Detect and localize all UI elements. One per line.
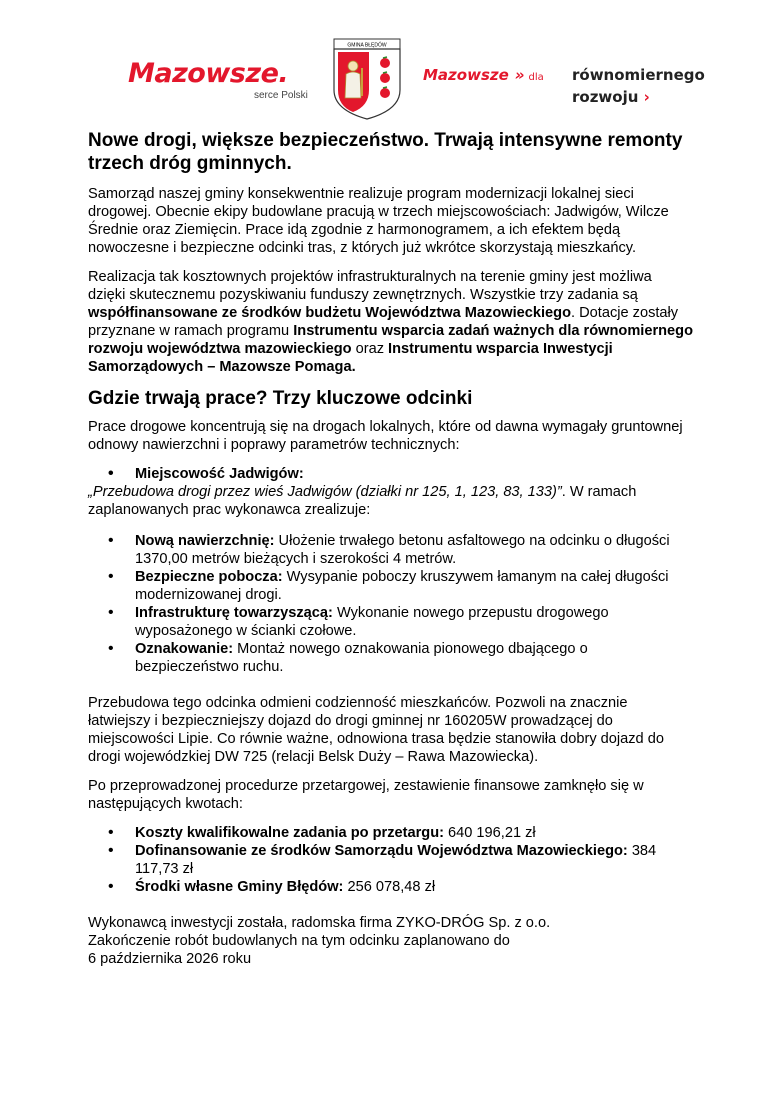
program-logo	[423, 66, 544, 84]
paragraph-impact: Przebudowa tego odcinka odmieni codzienność mieszkańców. Pozwoli na znacznie łatwiejszy i bezpieczniejszy dojazd do drogi gminnej nr 160205W prowadzącej do miejscowości Lipie. Co równie ważne, odnowiona trasa będzie stanowiła dobry dojazd do drogi wojewódzkiej DW 725 (relacji Belsk Duży – Rawa Mazowiecka).	[88, 695, 664, 765]
location-item: • Miejscowość Jadwigów:	[88, 465, 693, 483]
completion-line: Zakończenie robót budowlanych na tym odcinku zaplanowano do	[88, 933, 510, 949]
finance-label: Koszty kwalifikowalne zadania po przetargu:	[135, 825, 444, 841]
program-dla: dla	[528, 72, 544, 83]
section-heading: Gdzie trwają prace? Trzy kluczowe odcinki	[88, 388, 473, 409]
work-label: Oznakowanie:	[135, 641, 234, 657]
work-label: Bezpieczne pobocza:	[135, 569, 283, 585]
list-item	[88, 640, 693, 676]
program-wordmark: Mazowsze	[423, 66, 509, 84]
double-chevron-icon: »	[514, 66, 525, 84]
paragraph-funding	[88, 268, 693, 376]
list-item	[88, 878, 693, 896]
funding-text-c: . Dotacje zostały przyznane w ramach programu	[88, 305, 679, 339]
crest-caption: GMINA BŁĘDÓW	[347, 42, 387, 49]
paragraph-contractor	[88, 914, 693, 968]
work-label: Nową nawierzchnię:	[135, 533, 275, 549]
completion-date: 6 października 2026 roku	[88, 951, 252, 967]
finance-amount: 640 196,21 zł	[443, 825, 536, 841]
finance-label: Środki własne Gminy Błędów:	[135, 879, 344, 895]
program-rozwoju-line	[572, 88, 650, 106]
list-item	[88, 842, 693, 878]
works-list	[88, 532, 693, 676]
mazowsze-wordmark: Mazowsze.	[128, 58, 289, 89]
finance-label: Dofinansowanie ze środków Samorządu Województwa Mazowieckiego:	[135, 843, 628, 859]
paragraph-scope: Prace drogowe koncentrują się na drogach lokalnych, które od dawna wymagały gruntownej odnowy nawierzchni i poprawy parametrów technicznych:	[88, 419, 683, 453]
funding-bold-d: Instrumentu wsparcia zadań ważnych dla równomiernego rozwoju województwa mazowieckiego	[88, 323, 694, 357]
header-logos	[0, 0, 778, 125]
gmina-bledow-crest	[333, 38, 401, 120]
contractor-line: Wykonawcą inwestycji została, radomska firma ZYKO-DRÓG Sp. z o.o.	[88, 915, 551, 931]
program-rozwoju: rozwoju	[572, 88, 639, 106]
list-item	[88, 532, 693, 568]
work-text: Ułożenie trwałego betonu asfaltowego na odcinku o długości 1370,00 metrów bieżących i szerokości 4 metrów.	[135, 533, 670, 567]
funding-text-e: oraz	[351, 341, 389, 357]
chevron-right-icon: ›	[643, 88, 650, 106]
funding-bold-f: Instrumentu wsparcia Inwestycji Samorządowych – Mazowsze Pomaga.	[88, 341, 613, 375]
paragraph-intro: Samorząd naszej gminy konsekwentnie realizuje program modernizacji lokalnej sieci drogowej. Obecnie ekipy budowlane pracują w trzech miejscowościach: Jadwigów, Wilcze Średnie oraz Ziemięcin. Prace idą zgodnie z harmonogramem, a ich efektem będą nowoczesne i bezpieczne odcinki tras, z których już wkrótce skorzystają mieszkańcy.	[88, 186, 669, 256]
work-text: Montaż nowego oznakowania pionowego dbającego o bezpieczeństwo ruchu.	[135, 641, 588, 675]
program-rownomiernego: równomiernego	[572, 66, 705, 84]
paragraph-location-desc	[88, 483, 693, 519]
mazowsze-logo	[128, 58, 308, 101]
paragraph-tender: Po przeprowadzonej procedurze przetargowej, zestawienie finansowe zamknęło się w następujących kwotach:	[88, 778, 644, 812]
list-item	[88, 604, 693, 640]
finance-amount: 384 117,73 zł	[135, 843, 657, 877]
funding-text-a: Realizacja tak kosztownych projektów infrastrukturalnych na terenie gminy jest możliwa dzięki skutecznemu pozyskiwaniu funduszy zewnętrznych. Wszystkie trzy zadania są	[88, 269, 652, 303]
work-text: Wysypanie poboczy kruszywem łamanym na całej długości modernizowanej drogi.	[135, 569, 669, 603]
location-list	[88, 465, 693, 483]
list-item	[88, 824, 693, 842]
list-item	[88, 568, 693, 604]
funding-bold-b: współfinansowane ze środków budżetu Województwa Mazowieckiego	[88, 305, 572, 321]
mazowsze-tagline: serce Polski	[254, 90, 308, 101]
finance-list	[88, 824, 693, 896]
finance-amount: 256 078,48 zł	[343, 879, 436, 895]
work-label: Infrastrukturę towarzyszącą:	[135, 605, 333, 621]
article-title: Nowe drogi, większe bezpieczeństwo. Trwają intensywne remonty trzech dróg gminnych.	[88, 130, 683, 174]
location-desc-rest: . W ramach zaplanowanych prac wykonawca zrealizuje:	[88, 484, 637, 518]
location-project-name: „Przebudowa drogi przez wieś Jadwigów (działki nr 125, 1, 123, 83, 133)”	[88, 484, 562, 500]
work-text: Wykonanie nowego przepustu drogowego wyposażonego w ścianki czołowe.	[135, 605, 609, 639]
article	[88, 129, 693, 968]
